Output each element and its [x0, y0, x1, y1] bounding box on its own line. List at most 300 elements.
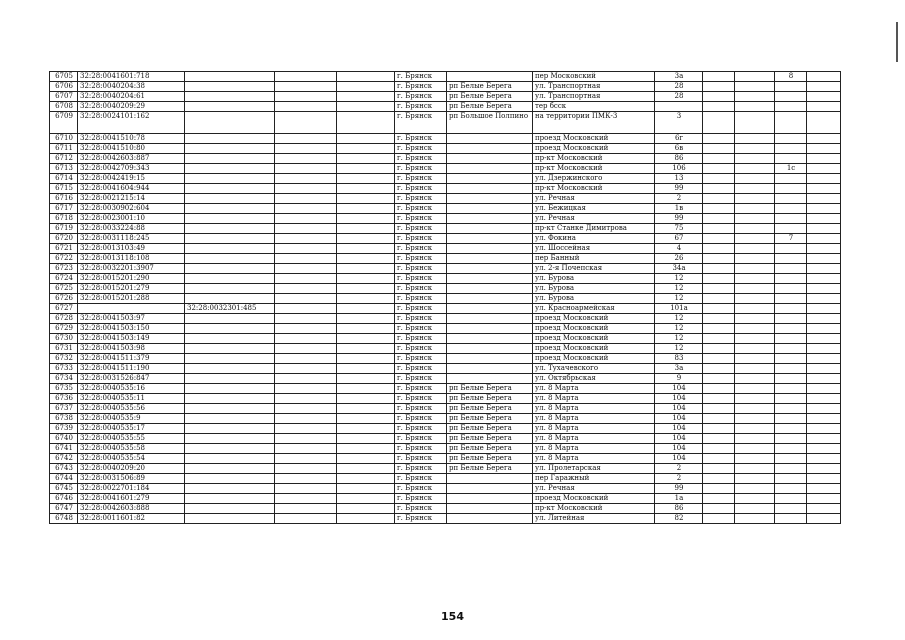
- table-cell-loc: [447, 184, 533, 194]
- table-cell-num: 6706: [50, 82, 78, 92]
- table-cell-blank-3: [275, 294, 337, 304]
- table-cell-num: 6739: [50, 424, 78, 434]
- table-row: [50, 274, 841, 284]
- table-cell-blank-4: [337, 324, 395, 334]
- table-cell-blank-4: [337, 364, 395, 374]
- table-cell-cad2: [185, 494, 275, 504]
- table-cell-blank-4: [337, 484, 395, 494]
- table-cell-house: 86: [655, 154, 703, 164]
- table-cell-blank-9: [703, 194, 735, 204]
- table-cell-cad: 32:28:0024101:162: [78, 112, 185, 134]
- table-cell-cad: 32:28:0041503:149: [78, 334, 185, 344]
- table-cell-house: 83: [655, 354, 703, 364]
- table-cell-loc: [447, 234, 533, 244]
- table-cell-cad: 32:28:0041510:78: [78, 134, 185, 144]
- table-cell-cad: 32:28:0041503:150: [78, 324, 185, 334]
- table-cell-blank-9: [703, 112, 735, 134]
- table-cell-house: 106: [655, 164, 703, 174]
- table-row: [50, 294, 841, 304]
- table-cell-house: 67: [655, 234, 703, 244]
- table-row: [50, 224, 841, 234]
- table-cell-extra: [775, 92, 807, 102]
- table-cell-extra: [775, 384, 807, 394]
- table-cell-blank-12: [807, 304, 841, 314]
- table-cell-blank-10: [735, 264, 775, 274]
- table-cell-city: г. Брянск: [395, 294, 447, 304]
- table-cell-cad: 32:28:0041511:190: [78, 364, 185, 374]
- table-cell-num: 6738: [50, 414, 78, 424]
- table-cell-blank-9: [703, 314, 735, 324]
- table-cell-cad2: [185, 334, 275, 344]
- table-cell-blank-4: [337, 304, 395, 314]
- table-cell-blank-4: [337, 204, 395, 214]
- table-cell-num: 6714: [50, 174, 78, 184]
- table-cell-city: г. Брянск: [395, 454, 447, 464]
- table-cell-blank-3: [275, 72, 337, 82]
- table-cell-extra: [775, 324, 807, 334]
- table-cell-blank-9: [703, 284, 735, 294]
- table-cell-street: ул. 8 Марта: [533, 394, 655, 404]
- table-cell-cad2: [185, 484, 275, 494]
- table-cell-blank-9: [703, 494, 735, 504]
- table-cell-house: 12: [655, 284, 703, 294]
- table-cell-extra: [775, 204, 807, 214]
- table-cell-blank-3: [275, 264, 337, 274]
- table-cell-house: [655, 102, 703, 112]
- table-row: [50, 304, 841, 314]
- table-cell-blank-9: [703, 102, 735, 112]
- table-row: [50, 464, 841, 474]
- table-cell-blank-3: [275, 434, 337, 444]
- table-cell-extra: [775, 194, 807, 204]
- table-cell-blank-3: [275, 274, 337, 284]
- table-cell-cad: 32:28:0015201:290: [78, 274, 185, 284]
- table-row: [50, 164, 841, 174]
- table-cell-blank-3: [275, 204, 337, 214]
- table-cell-blank-3: [275, 174, 337, 184]
- table-cell-blank-4: [337, 134, 395, 144]
- table-cell-house: 28: [655, 92, 703, 102]
- table-row: [50, 394, 841, 404]
- table-cell-blank-12: [807, 384, 841, 394]
- table-cell-cad: 32:28:0041511:379: [78, 354, 185, 364]
- table-cell-blank-10: [735, 92, 775, 102]
- table-cell-blank-9: [703, 254, 735, 264]
- table-cell-house: 3а: [655, 364, 703, 374]
- table-cell-blank-9: [703, 514, 735, 524]
- table-cell-house: 6г: [655, 134, 703, 144]
- table-cell-blank-9: [703, 144, 735, 154]
- table-cell-cad: 32:28:0041604:944: [78, 184, 185, 194]
- table-cell-num: 6708: [50, 102, 78, 112]
- table-cell-extra: [775, 82, 807, 92]
- table-cell-house: 9: [655, 374, 703, 384]
- table-cell-blank-4: [337, 314, 395, 324]
- table-cell-blank-10: [735, 394, 775, 404]
- table-cell-blank-3: [275, 224, 337, 234]
- table-cell-blank-9: [703, 72, 735, 82]
- table-cell-street: ул. Транспортная: [533, 92, 655, 102]
- table-cell-cad: 32:28:0040209:20: [78, 464, 185, 474]
- table-cell-cad2: [185, 364, 275, 374]
- table-cell-blank-9: [703, 92, 735, 102]
- table-cell-extra: [775, 504, 807, 514]
- table-cell-street: ул. 8 Марта: [533, 444, 655, 454]
- table-cell-num: 6715: [50, 184, 78, 194]
- table-cell-house: 104: [655, 394, 703, 404]
- table-cell-blank-12: [807, 364, 841, 374]
- table-cell-street: пер Гаражный: [533, 474, 655, 484]
- table-cell-blank-9: [703, 294, 735, 304]
- table-cell-loc: рп Белые Берега: [447, 92, 533, 102]
- table-cell-num: 6743: [50, 464, 78, 474]
- table-cell-num: 6707: [50, 92, 78, 102]
- table-cell-blank-4: [337, 454, 395, 464]
- table-cell-extra: [775, 144, 807, 154]
- table-cell-blank-3: [275, 394, 337, 404]
- table-cell-cad2: [185, 474, 275, 484]
- table-cell-blank-10: [735, 424, 775, 434]
- table-cell-num: 6711: [50, 144, 78, 154]
- table-cell-loc: [447, 144, 533, 154]
- table-cell-blank-12: [807, 72, 841, 82]
- table-cell-city: г. Брянск: [395, 184, 447, 194]
- table-cell-loc: рп Белые Берега: [447, 102, 533, 112]
- table-cell-city: г. Брянск: [395, 254, 447, 264]
- table-cell-city: г. Брянск: [395, 334, 447, 344]
- table-cell-blank-12: [807, 194, 841, 204]
- table-cell-street: ул. Речная: [533, 214, 655, 224]
- table-cell-blank-10: [735, 244, 775, 254]
- table-cell-cad2: [185, 394, 275, 404]
- table-cell-blank-3: [275, 414, 337, 424]
- table-cell-cad2: 32:28:0032301:485: [185, 304, 275, 314]
- table-cell-street: ул. 8 Марта: [533, 454, 655, 464]
- table-cell-city: г. Брянск: [395, 284, 447, 294]
- scan-edge-mark: [896, 22, 898, 62]
- table-cell-street: ул. Пролетарская: [533, 464, 655, 474]
- table-cell-house: 104: [655, 454, 703, 464]
- table-cell-city: г. Брянск: [395, 364, 447, 374]
- table-cell-extra: [775, 244, 807, 254]
- table-cell-blank-3: [275, 464, 337, 474]
- table-cell-cad: 32:28:0041601:718: [78, 72, 185, 82]
- table-cell-blank-3: [275, 404, 337, 414]
- table-cell-cad: 32:28:0031118:245: [78, 234, 185, 244]
- table-cell-blank-4: [337, 344, 395, 354]
- table-row: [50, 254, 841, 264]
- table-cell-cad: 32:28:0023001:10: [78, 214, 185, 224]
- table-cell-blank-10: [735, 304, 775, 314]
- table-cell-city: г. Брянск: [395, 112, 447, 134]
- table-row: [50, 424, 841, 434]
- table-cell-cad: 32:28:0042603:888: [78, 504, 185, 514]
- table-cell-loc: [447, 164, 533, 174]
- table-cell-blank-9: [703, 134, 735, 144]
- table-cell-cad: 32:28:0041503:97: [78, 314, 185, 324]
- table-cell-cad: 32:28:0040209:29: [78, 102, 185, 112]
- table-cell-num: 6716: [50, 194, 78, 204]
- table-cell-cad2: [185, 294, 275, 304]
- table-cell-blank-12: [807, 102, 841, 112]
- table-cell-blank-3: [275, 304, 337, 314]
- table-row: [50, 384, 841, 394]
- table-row: [50, 374, 841, 384]
- table-cell-cad2: [185, 414, 275, 424]
- table-cell-city: г. Брянск: [395, 244, 447, 254]
- table-cell-blank-10: [735, 234, 775, 244]
- table-cell-street: пер Московский: [533, 72, 655, 82]
- table-cell-blank-4: [337, 234, 395, 244]
- table-cell-city: г. Брянск: [395, 434, 447, 444]
- table-cell-num: 6725: [50, 284, 78, 294]
- table-cell-blank-10: [735, 254, 775, 264]
- table-cell-num: 6724: [50, 274, 78, 284]
- table-cell-loc: [447, 354, 533, 364]
- table-cell-street: ул. Транспортная: [533, 82, 655, 92]
- table-cell-blank-4: [337, 174, 395, 184]
- table-cell-cad2: [185, 214, 275, 224]
- table-cell-blank-10: [735, 274, 775, 284]
- table-cell-city: г. Брянск: [395, 154, 447, 164]
- table-cell-city: г. Брянск: [395, 494, 447, 504]
- table-cell-num: 6735: [50, 384, 78, 394]
- table-cell-house: 12: [655, 344, 703, 354]
- table-cell-blank-10: [735, 354, 775, 364]
- table-cell-cad: 32:28:0032201:3907: [78, 264, 185, 274]
- table-cell-cad: [78, 304, 185, 314]
- table-cell-blank-12: [807, 214, 841, 224]
- table-cell-street: пр-кт Московский: [533, 504, 655, 514]
- table-cell-extra: [775, 414, 807, 424]
- table-cell-blank-12: [807, 434, 841, 444]
- table-cell-extra: [775, 514, 807, 524]
- table-cell-num: 6710: [50, 134, 78, 144]
- table-cell-blank-10: [735, 224, 775, 234]
- table-cell-city: г. Брянск: [395, 344, 447, 354]
- table-cell-blank-3: [275, 112, 337, 134]
- table-row: [50, 324, 841, 334]
- table-cell-loc: [447, 344, 533, 354]
- table-cell-blank-4: [337, 82, 395, 92]
- table-cell-city: г. Брянск: [395, 314, 447, 324]
- table-cell-blank-12: [807, 174, 841, 184]
- table-cell-blank-3: [275, 354, 337, 364]
- table-cell-cad2: [185, 112, 275, 134]
- table-row: [50, 244, 841, 254]
- table-cell-blank-4: [337, 384, 395, 394]
- table-cell-street: ул. Литейная: [533, 514, 655, 524]
- table-row: [50, 434, 841, 444]
- table-cell-city: г. Брянск: [395, 264, 447, 274]
- table-cell-blank-10: [735, 374, 775, 384]
- table-cell-house: 104: [655, 424, 703, 434]
- table-cell-loc: [447, 194, 533, 204]
- table-cell-extra: [775, 394, 807, 404]
- table-cell-house: 2: [655, 464, 703, 474]
- table-cell-cad2: [185, 444, 275, 454]
- table-cell-house: 104: [655, 414, 703, 424]
- table-cell-blank-4: [337, 504, 395, 514]
- table-cell-cad: 32:28:0041510:80: [78, 144, 185, 154]
- table-cell-blank-9: [703, 404, 735, 414]
- table-cell-num: 6722: [50, 254, 78, 264]
- table-cell-loc: рп Белые Берега: [447, 384, 533, 394]
- table-cell-house: 3а: [655, 72, 703, 82]
- table-cell-extra: [775, 214, 807, 224]
- table-cell-cad: 32:28:0021215:14: [78, 194, 185, 204]
- table-cell-loc: [447, 244, 533, 254]
- table-cell-blank-9: [703, 454, 735, 464]
- table-cell-extra: [775, 184, 807, 194]
- table-cell-cad2: [185, 174, 275, 184]
- table-row: [50, 102, 841, 112]
- table-cell-num: 6709: [50, 112, 78, 134]
- table-cell-blank-10: [735, 134, 775, 144]
- table-cell-cad: 32:28:0040535:54: [78, 454, 185, 464]
- table-cell-loc: [447, 174, 533, 184]
- table-row: [50, 494, 841, 504]
- table-cell-blank-4: [337, 112, 395, 134]
- table-cell-blank-12: [807, 344, 841, 354]
- table-cell-num: 6717: [50, 204, 78, 214]
- table-cell-blank-12: [807, 374, 841, 384]
- table-cell-loc: [447, 294, 533, 304]
- table-cell-cad2: [185, 344, 275, 354]
- table-cell-cad2: [185, 514, 275, 524]
- table-cell-house: 26: [655, 254, 703, 264]
- registry-table: [49, 71, 841, 524]
- table-cell-house: 99: [655, 184, 703, 194]
- table-cell-blank-4: [337, 434, 395, 444]
- table-cell-blank-12: [807, 424, 841, 434]
- table-cell-blank-10: [735, 184, 775, 194]
- table-cell-loc: [447, 72, 533, 82]
- table-cell-loc: [447, 134, 533, 144]
- table-cell-blank-12: [807, 144, 841, 154]
- table-cell-loc: рп Белые Берега: [447, 464, 533, 474]
- table-cell-cad: 32:28:0041503:98: [78, 344, 185, 354]
- table-cell-street: ул. 8 Марта: [533, 414, 655, 424]
- table-row: [50, 184, 841, 194]
- table-cell-blank-4: [337, 164, 395, 174]
- table-row: [50, 444, 841, 454]
- table-cell-cad: 32:28:0015201:288: [78, 294, 185, 304]
- table-cell-cad2: [185, 82, 275, 92]
- table-cell-house: 3: [655, 112, 703, 134]
- table-cell-blank-10: [735, 72, 775, 82]
- table-cell-loc: рп Белые Берега: [447, 424, 533, 434]
- table-cell-extra: [775, 464, 807, 474]
- table-cell-blank-4: [337, 494, 395, 504]
- table-cell-street: ул. Шоссейная: [533, 244, 655, 254]
- table-cell-blank-12: [807, 294, 841, 304]
- table-cell-extra: [775, 424, 807, 434]
- table-cell-cad2: [185, 224, 275, 234]
- table-cell-blank-12: [807, 324, 841, 334]
- table-cell-num: 6733: [50, 364, 78, 374]
- table-cell-cad2: [185, 102, 275, 112]
- table-cell-extra: [775, 284, 807, 294]
- table-cell-blank-3: [275, 234, 337, 244]
- table-cell-street: проезд Московский: [533, 494, 655, 504]
- table-cell-blank-10: [735, 144, 775, 154]
- table-cell-blank-9: [703, 474, 735, 484]
- table-cell-cad: 32:28:0042419:15: [78, 174, 185, 184]
- table-cell-num: 6726: [50, 294, 78, 304]
- table-cell-street: пер Банный: [533, 254, 655, 264]
- table-cell-blank-3: [275, 144, 337, 154]
- table-row: [50, 314, 841, 324]
- table-cell-loc: рп Белые Берега: [447, 454, 533, 464]
- table-cell-extra: [775, 444, 807, 454]
- table-cell-blank-10: [735, 154, 775, 164]
- table-cell-cad2: [185, 384, 275, 394]
- table-cell-blank-10: [735, 102, 775, 112]
- table-cell-blank-3: [275, 244, 337, 254]
- table-cell-blank-9: [703, 354, 735, 364]
- table-cell-city: г. Брянск: [395, 394, 447, 404]
- table-cell-blank-3: [275, 164, 337, 174]
- table-cell-cad2: [185, 154, 275, 164]
- table-cell-blank-4: [337, 194, 395, 204]
- table-row: [50, 344, 841, 354]
- table-cell-city: г. Брянск: [395, 384, 447, 394]
- table-cell-extra: 7: [775, 234, 807, 244]
- table-cell-blank-10: [735, 404, 775, 414]
- table-cell-blank-12: [807, 494, 841, 504]
- table-cell-blank-3: [275, 494, 337, 504]
- table-cell-blank-10: [735, 504, 775, 514]
- table-row: [50, 504, 841, 514]
- table-cell-blank-12: [807, 244, 841, 254]
- table-cell-house: 2: [655, 474, 703, 484]
- table-cell-house: 86: [655, 504, 703, 514]
- table-cell-cad2: [185, 504, 275, 514]
- table-cell-house: 28: [655, 82, 703, 92]
- table-cell-blank-4: [337, 244, 395, 254]
- table-cell-house: 2: [655, 194, 703, 204]
- table-cell-city: г. Брянск: [395, 72, 447, 82]
- table-cell-extra: [775, 314, 807, 324]
- table-cell-cad: 32:28:0013103:49: [78, 244, 185, 254]
- table-cell-loc: [447, 274, 533, 284]
- table-cell-house: 12: [655, 314, 703, 324]
- table-cell-blank-10: [735, 364, 775, 374]
- table-cell-blank-4: [337, 414, 395, 424]
- table-cell-street: ул. Бежицкая: [533, 204, 655, 214]
- table-cell-num: 6730: [50, 334, 78, 344]
- table-cell-extra: [775, 404, 807, 414]
- table-cell-num: 6746: [50, 494, 78, 504]
- table-cell-blank-9: [703, 234, 735, 244]
- table-cell-blank-3: [275, 82, 337, 92]
- table-row: [50, 404, 841, 414]
- table-cell-blank-4: [337, 184, 395, 194]
- table-cell-blank-10: [735, 204, 775, 214]
- table-cell-blank-9: [703, 214, 735, 224]
- table-cell-street: тер бсск: [533, 102, 655, 112]
- table-cell-street: ул. Бурова: [533, 284, 655, 294]
- table-cell-city: г. Брянск: [395, 224, 447, 234]
- table-cell-house: 104: [655, 384, 703, 394]
- table-row: [50, 204, 841, 214]
- table-row: [50, 134, 841, 144]
- table-cell-cad2: [185, 284, 275, 294]
- table-cell-street: на территории ПМК-3: [533, 112, 655, 134]
- table-cell-blank-3: [275, 504, 337, 514]
- table-cell-cad: 32:28:0040535:11: [78, 394, 185, 404]
